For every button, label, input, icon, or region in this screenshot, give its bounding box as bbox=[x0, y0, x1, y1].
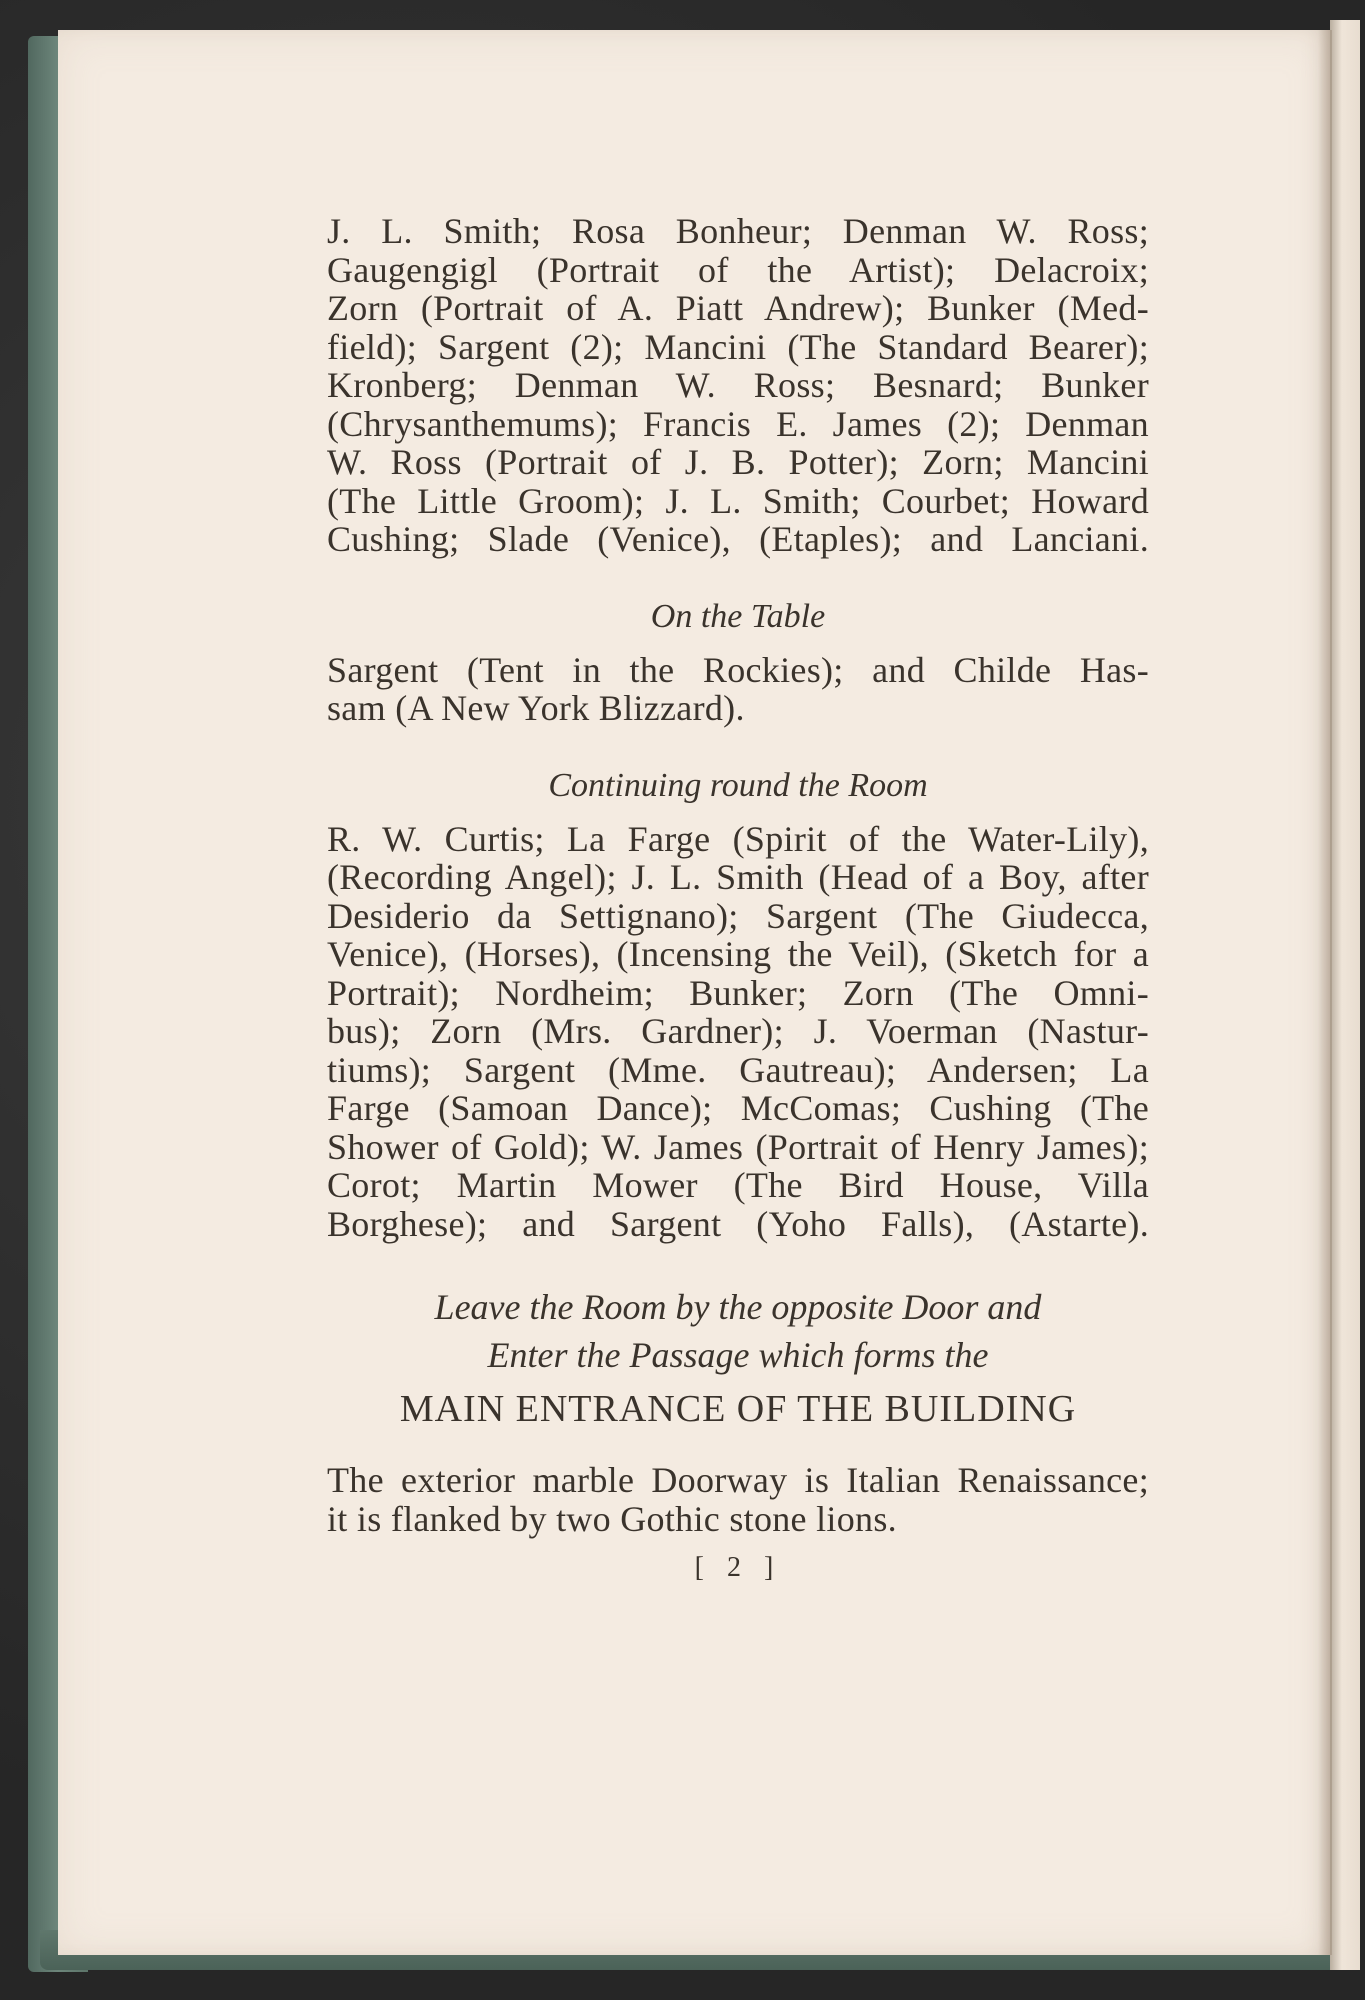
continuing-room-block bbox=[327, 820, 1149, 1244]
direction-line-2: Enter the Passage which forms the bbox=[487, 1335, 989, 1375]
text-line: Portrait); Nordheim; Bunker; Zorn (The Omni- bbox=[327, 972, 1149, 1013]
facing-page-edge bbox=[1330, 20, 1360, 1970]
text-line: Kronberg; Denman W. Ross; Besnard; Bunker bbox=[327, 365, 1149, 405]
text-line: Farge (Samoan Dance); McComas; Cushing (The bbox=[327, 1088, 1149, 1128]
section-heading-continuing: Continuing round the Room bbox=[548, 766, 928, 804]
text-line: Gaugengigl (Portrait of the Artist); Delacroix; bbox=[327, 249, 1149, 290]
text-line: (Recording Angel); J. L. Smith (Head of a Boy, after bbox=[327, 857, 1149, 897]
text-line: it is flanked by two Gothic stone lions. bbox=[327, 1498, 897, 1539]
artists-list-block bbox=[327, 212, 1149, 559]
text-line: R. W. Curtis; La Farge (Spirit of the Water-Lily), bbox=[327, 818, 1149, 859]
text-line: W. Ross (Portrait of J. B. Potter); Zorn; Mancini bbox=[327, 442, 1149, 482]
text-line: Venice), (Horses), (Incensing the Veil), (Sketch for a bbox=[327, 934, 1149, 974]
section-heading-on-the-table: On the Table bbox=[650, 597, 826, 635]
text-line: The exterior marble Doorway is Italian Renaissance; bbox=[327, 1460, 1149, 1500]
page-gutter bbox=[1318, 30, 1332, 1955]
text-line: Corot; Martin Mower (The Bird House, Villa bbox=[327, 1165, 1149, 1205]
text-line: bus); Zorn (Mrs. Gardner); J. Voerman (Nastur- bbox=[327, 1011, 1149, 1051]
text-line: Cushing; Slade (Venice), (Etaples); and Lanciani. bbox=[327, 519, 1149, 559]
page-number: [ 2 ] bbox=[694, 1552, 782, 1583]
text-line: (Chrysanthemums); Francis E. James (2); Denman bbox=[327, 403, 1149, 444]
text-line: J. L. Smith; Rosa Bonheur; Denman W. Ross; bbox=[327, 211, 1149, 251]
page-text bbox=[327, 212, 1149, 1584]
main-entrance-title: MAIN ENTRANCE OF THE BUILDING bbox=[399, 1388, 1077, 1430]
text-line: Zorn (Portrait of A. Piatt Andrew); Bunker (Med- bbox=[327, 288, 1149, 328]
text-line: field); Sargent (2); Mancini (The Standard Bearer); bbox=[327, 326, 1149, 367]
text-line: Sargent (Tent in the Rockies); and Childe Has- bbox=[327, 649, 1149, 690]
text-line: tiums); Sargent (Mme. Gautreau); Andersen; La bbox=[327, 1049, 1149, 1090]
text-line: (The Little Groom); J. L. Smith; Courbet; Howard bbox=[327, 480, 1149, 521]
text-line: Desiderio da Settignano); Sargent (The Giudecca, bbox=[327, 895, 1149, 936]
direction-line-1: Leave the Room by the opposite Door and bbox=[434, 1287, 1042, 1327]
text-line: Borghese); and Sargent (Yoho Falls), (Astarte). bbox=[327, 1203, 1149, 1244]
on-the-table-block bbox=[327, 651, 1149, 728]
entrance-description-block bbox=[327, 1461, 1149, 1538]
text-line: sam (A New York Blizzard). bbox=[327, 688, 745, 728]
text-line: Shower of Gold); W. James (Portrait of Henry James); bbox=[327, 1126, 1149, 1167]
